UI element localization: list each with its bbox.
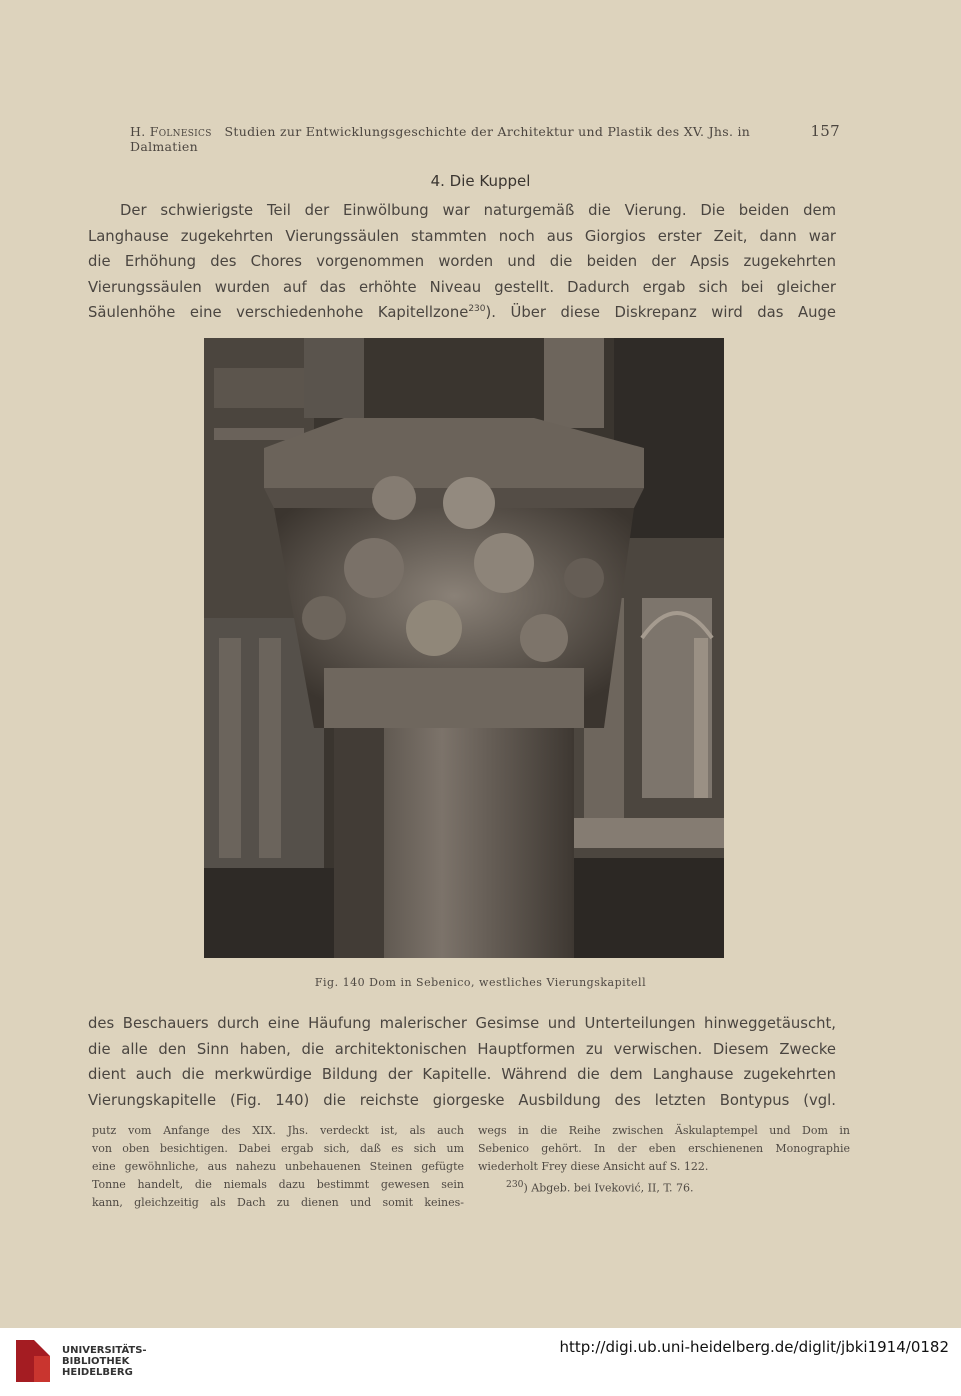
- text-line: des Beschauers durch eine Häufung malerischer Gesimse und Unterteilungen hinweggetäuscht,: [88, 1015, 836, 1032]
- library-name-line: HEIDELBERG: [62, 1366, 133, 1378]
- text-fragment: Säulenhöhe eine verschiedenhohe Kapitellzone: [88, 304, 469, 321]
- library-logo[interactable]: [12, 1336, 147, 1386]
- footnote-column-right: [478, 1122, 850, 1212]
- footnote-ref[interactable]: 230: [468, 304, 486, 315]
- footnote-text: ) Abgeb. bei Iveković, II, T. 76.: [523, 1181, 694, 1195]
- footnote-line: wegs in die Reihe zwischen Äskulaptempel und Dom in: [478, 1124, 850, 1137]
- text-line: Der schwierigste Teil der Einwölbung war naturgemäß die Vierung. Die beiden dem: [120, 202, 836, 219]
- permalink-url[interactable]: http://digi.ub.uni-heidelberg.de/diglit/jbki1914/0182: [559, 1338, 949, 1356]
- figure-caption: Fig. 140 Dom in Sebenico, westliches Vierungskapitell: [314, 976, 647, 989]
- header-title: Studien zur Entwicklungsgeschichte der Architektur und Plastik des XV. Jhs. in Dalmatien: [130, 124, 751, 154]
- text-line: [88, 300, 836, 326]
- footnote-line: Sebenico gehört. In der eben erschienenen Monographie: [478, 1142, 850, 1155]
- library-name-line: UNIVERSITÄTS-: [62, 1344, 147, 1356]
- footnotes: [92, 1122, 850, 1212]
- footnote-column-left: [92, 1122, 464, 1212]
- footnote-230: [478, 1176, 850, 1198]
- footnote-line: kann, gleichzeitig als Dach zu dienen und somit keines-: [92, 1196, 464, 1209]
- library-name-line: BIBLIOTHEK: [62, 1355, 130, 1367]
- text-fragment: ). Über diese Diskrepanz wird das Auge: [485, 304, 837, 321]
- footnote-line: wiederholt Frey diese Ansicht auf S. 122.: [478, 1160, 709, 1173]
- text-line: die Erhöhung des Chores vorgenommen worden und die beiden der Apsis zugekehrten: [88, 253, 836, 270]
- paragraph-1: [88, 198, 836, 326]
- library-name: [62, 1345, 147, 1378]
- page-number: 157: [810, 122, 840, 140]
- header-author: H. Folnesics: [130, 124, 212, 139]
- library-footer: [0, 1328, 961, 1396]
- text-line: dient auch die merkwürdige Bildung der Kapitelle. Während die dem Langhause zugekehrten: [88, 1066, 836, 1083]
- text-line: die alle den Sinn haben, die architektonischen Hauptformen zu verwischen. Diesem Zwecke: [88, 1040, 836, 1058]
- footnote-line: putz vom Anfange des XIX. Jhs. verdeckt ist, als auch: [92, 1124, 464, 1137]
- section-title: 4. Die Kuppel: [430, 172, 531, 190]
- footnote-line: von oben besichtigen. Dabei ergab sich, daß es sich um: [92, 1142, 464, 1155]
- paragraph-2: [88, 1011, 836, 1113]
- running-head: [130, 124, 840, 154]
- text-line: Vierungskapitelle (Fig. 140) die reichste giorgeske Ausbildung des letzten Bontypus (vgl.: [88, 1091, 836, 1109]
- figure-photo-capital: [204, 338, 724, 958]
- text-line: Langhause zugekehrten Vierungssäulen stammten noch aus Giorgios erster Zeit, dann war: [88, 227, 836, 245]
- library-logo-icon: [12, 1336, 54, 1386]
- footnote-line: eine gewöhnliche, aus nahezu unbehauenen Steinen gefügte: [92, 1160, 464, 1173]
- footnote-line: Tonne handelt, die niemals dazu bestimmt gewesen sein: [92, 1178, 464, 1191]
- footnote-number: 230: [506, 1179, 524, 1190]
- text-line: Vierungssäulen wurden auf das erhöhte Niveau gestellt. Dadurch ergab sich bei gleicher: [88, 278, 836, 296]
- capital-photo-illustration: [204, 338, 724, 958]
